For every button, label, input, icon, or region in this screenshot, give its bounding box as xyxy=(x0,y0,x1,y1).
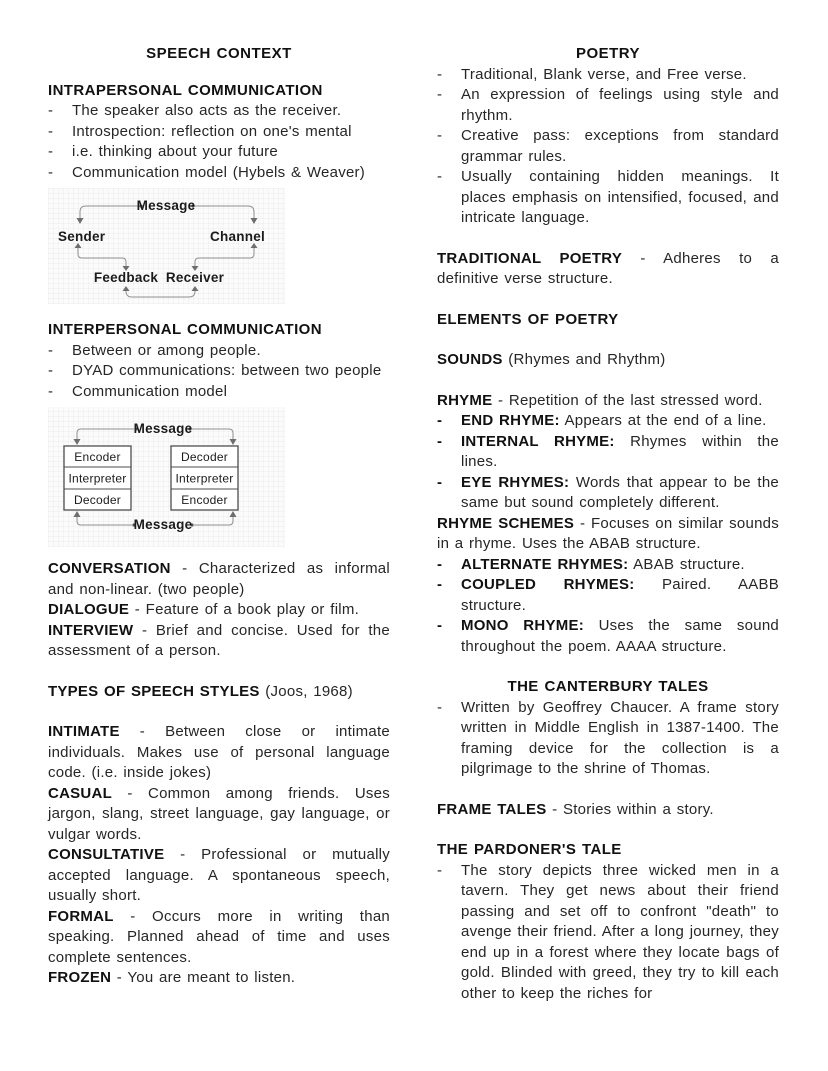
list-item-text: The speaker also acts as the receiver. xyxy=(72,102,342,119)
definition-text: - Stories within a story. xyxy=(546,800,714,818)
style-formal xyxy=(48,907,390,969)
bullet-marker: - xyxy=(437,576,443,593)
scheme-type-text: ABAB structure. xyxy=(628,555,745,573)
scheme-type-text: Uses the same sound throughout the poem. AAAA structure. xyxy=(461,617,779,655)
scheme-type-term: ALTERNATE RHYMES: xyxy=(461,555,629,573)
definition-text: - Characterized as informal and non-linear. (two people) xyxy=(48,560,390,598)
intrapersonal-heading: INTRAPERSONAL COMMUNICATION xyxy=(48,81,323,99)
bullet-marker: - xyxy=(437,617,443,634)
list-item xyxy=(437,85,779,126)
diagram-receiver-label: Receiver xyxy=(165,270,225,285)
rhyme-type-text: Appears at the end of a line. xyxy=(559,412,767,429)
list-item xyxy=(48,101,390,122)
style-term: CONSULTATIVE xyxy=(48,846,165,863)
list-item-text: Usually containing hidden meanings. It places emphasis on intensified, focused, and intricate language. xyxy=(461,168,779,226)
definition-traditional-poetry xyxy=(437,249,779,290)
list-item xyxy=(437,473,779,514)
list-item-text: Between or among people. xyxy=(72,341,261,359)
rhyme-type-text: Words that appear to be the same but sound completely different. xyxy=(461,473,780,511)
definition-interview xyxy=(48,621,390,662)
style-frozen xyxy=(48,968,390,989)
bullet-marker: - xyxy=(48,362,54,379)
list-item xyxy=(437,616,779,657)
style-consultative xyxy=(48,845,390,907)
communication-cycle-diagram xyxy=(48,188,285,304)
list-item xyxy=(48,142,390,163)
definition-text: - Repetition of the last stressed word. xyxy=(492,391,763,409)
heading-term: SOUNDS xyxy=(437,351,503,368)
definition-text: - Brief and concise. Used for the assessment of a person. xyxy=(48,621,390,659)
list-item-text: Communication model xyxy=(72,382,228,400)
bullet-marker: - xyxy=(437,65,443,83)
list-item xyxy=(437,698,779,780)
list-item-text xyxy=(461,575,779,616)
sender-box xyxy=(64,446,131,510)
list-item-text xyxy=(461,555,779,576)
bullet-marker: - xyxy=(437,127,443,144)
encoder-decoder-diagram xyxy=(48,407,285,547)
scheme-type-term: COUPLED RHYMES: xyxy=(461,576,635,593)
list-item-text: DYAD communications: between two people xyxy=(72,362,382,379)
diagram-message-top-label: Message xyxy=(133,421,193,436)
bullet-marker: - xyxy=(437,698,443,716)
diagram-message-bottom-label: Message xyxy=(133,517,193,532)
list-item xyxy=(48,361,390,382)
definition-conversation xyxy=(48,559,390,600)
list-item-text xyxy=(461,616,779,657)
list-item-text: The story depicts three wicked men in a tavern. They get news about their friend passing and set off to confront "death" to avenge their friend. After a long journey, they end up in a forest where they locate bags of gold. Blinded with greed, they try to kill each other to keep the riches for xyxy=(461,861,779,1002)
list-item-text: Communication model (Hybels & Weaver) xyxy=(72,163,366,181)
list-item xyxy=(437,126,779,167)
list-item-text: Written by Geoffrey Chaucer. A frame story written in Middle English in 1387-1400. The framing device for the collection is a pilgrimage to the shrine of Thomas. xyxy=(461,698,779,777)
list-item xyxy=(48,122,390,143)
interpersonal-heading: INTERPERSONAL COMMUNICATION xyxy=(48,321,322,338)
list-item-text xyxy=(461,411,779,432)
list-item xyxy=(48,382,390,403)
right-column xyxy=(437,44,779,1004)
left-box-row-interpreter: Interpreter xyxy=(68,471,127,486)
definition-rhyme-schemes xyxy=(437,514,779,555)
style-text: - Between close or intimate individuals. Makes use of personal language code. (i.e. inside jokes) xyxy=(48,723,390,781)
list-item xyxy=(437,555,779,576)
diagram-channel-label: Channel xyxy=(210,229,266,244)
list-item xyxy=(437,861,779,1005)
style-term: INTIMATE xyxy=(48,723,120,740)
left-box-row-encoder: Encoder xyxy=(74,450,121,464)
definition-term: FRAME TALES xyxy=(437,800,547,818)
definition-frame-tales xyxy=(437,800,779,821)
diagram-feedback-label: Feedback xyxy=(93,270,159,285)
pardoners-tale-heading: THE PARDONER'S TALE xyxy=(437,841,622,858)
list-item xyxy=(437,411,779,432)
right-box-row-interpreter: Interpreter xyxy=(175,471,234,486)
definition-term: TRADITIONAL POETRY xyxy=(437,249,623,267)
style-text: - You are meant to listen. xyxy=(111,969,296,986)
list-item-text: An expression of feelings using style and rhythm. xyxy=(461,86,779,124)
receiver-box xyxy=(171,446,238,510)
bullet-marker: - xyxy=(48,341,54,359)
left-column-title: SPEECH CONTEXT xyxy=(146,45,292,62)
style-casual xyxy=(48,784,390,846)
elements-of-poetry-heading: ELEMENTS OF POETRY xyxy=(437,310,619,328)
scheme-type-term: MONO RHYME: xyxy=(461,617,584,634)
rhyme-type-term: END RHYME: xyxy=(461,412,560,429)
bullet-marker: - xyxy=(437,432,443,450)
rhyme-type-term: INTERNAL RHYME: xyxy=(461,432,615,450)
list-item xyxy=(437,65,779,86)
bullet-marker: - xyxy=(437,168,443,185)
definition-text: - Adheres to a definitive verse structure. xyxy=(437,249,779,287)
canterbury-tales-heading: THE CANTERBURY TALES xyxy=(507,678,709,695)
definition-term: RHYME xyxy=(437,391,493,409)
right-box-row-encoder: Encoder xyxy=(181,493,228,507)
communication-cycle-svg xyxy=(48,190,285,302)
list-item-text: Creative pass: exceptions from standard grammar rules. xyxy=(461,127,779,165)
style-intimate xyxy=(48,722,390,784)
definition-term: DIALOGUE xyxy=(48,601,130,618)
list-item xyxy=(48,341,390,362)
scheme-type-text: Paired. AABB structure. xyxy=(461,576,779,614)
bullet-marker: - xyxy=(48,102,54,119)
speech-styles-heading xyxy=(48,682,390,703)
heading-suffix: (Joos, 1968) xyxy=(259,682,353,700)
definition-dialogue xyxy=(48,600,390,621)
encoder-decoder-svg xyxy=(48,415,285,539)
heading-suffix: (Rhymes and Rhythm) xyxy=(502,351,666,368)
bullet-marker: - xyxy=(437,86,443,103)
bullet-marker: - xyxy=(48,143,54,160)
bullet-marker: - xyxy=(437,473,443,491)
right-column-title: POETRY xyxy=(575,45,641,62)
right-box-row-decoder: Decoder xyxy=(180,450,229,464)
definition-term: INTERVIEW xyxy=(48,621,134,639)
definition-text: - Feature of a book play or film. xyxy=(129,601,360,618)
list-item-text xyxy=(461,432,779,473)
style-term: CASUAL xyxy=(48,784,112,802)
style-text: - Common among friends. Uses jargon, slang, street language, gay language, or vulgar words. xyxy=(48,784,390,843)
list-item-text: i.e. thinking about your future xyxy=(72,143,279,160)
heading-term: TYPES OF SPEECH STYLES xyxy=(48,682,260,700)
style-term: FORMAL xyxy=(48,907,114,925)
list-item-text: Introspection: reflection on one's mental xyxy=(72,122,352,140)
definition-term: RHYME SCHEMES xyxy=(437,514,575,532)
diagram-sender-label: Sender xyxy=(58,229,106,244)
definition-rhyme xyxy=(437,391,779,412)
definition-text: - Focuses on similar sounds in a rhyme. Uses the ABAB structure. xyxy=(437,514,779,552)
bullet-marker: - xyxy=(437,861,443,879)
rhyme-type-text: Rhymes within the lines. xyxy=(461,432,779,470)
list-item xyxy=(437,575,779,616)
diagram-message-label: Message xyxy=(136,198,196,213)
list-item xyxy=(437,167,779,229)
list-item-text xyxy=(461,473,779,514)
bullet-marker: - xyxy=(437,412,443,429)
style-text: - Professional or mutually accepted language. A spontaneous speech, usually short. xyxy=(48,846,390,904)
sounds-heading xyxy=(437,350,779,371)
bullet-marker: - xyxy=(48,122,54,140)
bullet-marker: - xyxy=(437,555,443,573)
list-item xyxy=(437,432,779,473)
definition-term: CONVERSATION xyxy=(48,560,171,577)
bullet-marker: - xyxy=(48,382,54,400)
rhyme-type-term: EYE RHYMES: xyxy=(461,473,570,491)
style-term: FROZEN xyxy=(48,969,112,986)
list-item xyxy=(48,163,390,184)
left-box-row-decoder: Decoder xyxy=(73,493,122,507)
list-item-text: Traditional, Blank verse, and Free verse. xyxy=(461,65,747,83)
bullet-marker: - xyxy=(48,163,54,181)
style-text: - Occurs more in writing than speaking. Planned ahead of time and uses complete sentences. xyxy=(48,907,390,966)
left-column xyxy=(48,44,390,989)
